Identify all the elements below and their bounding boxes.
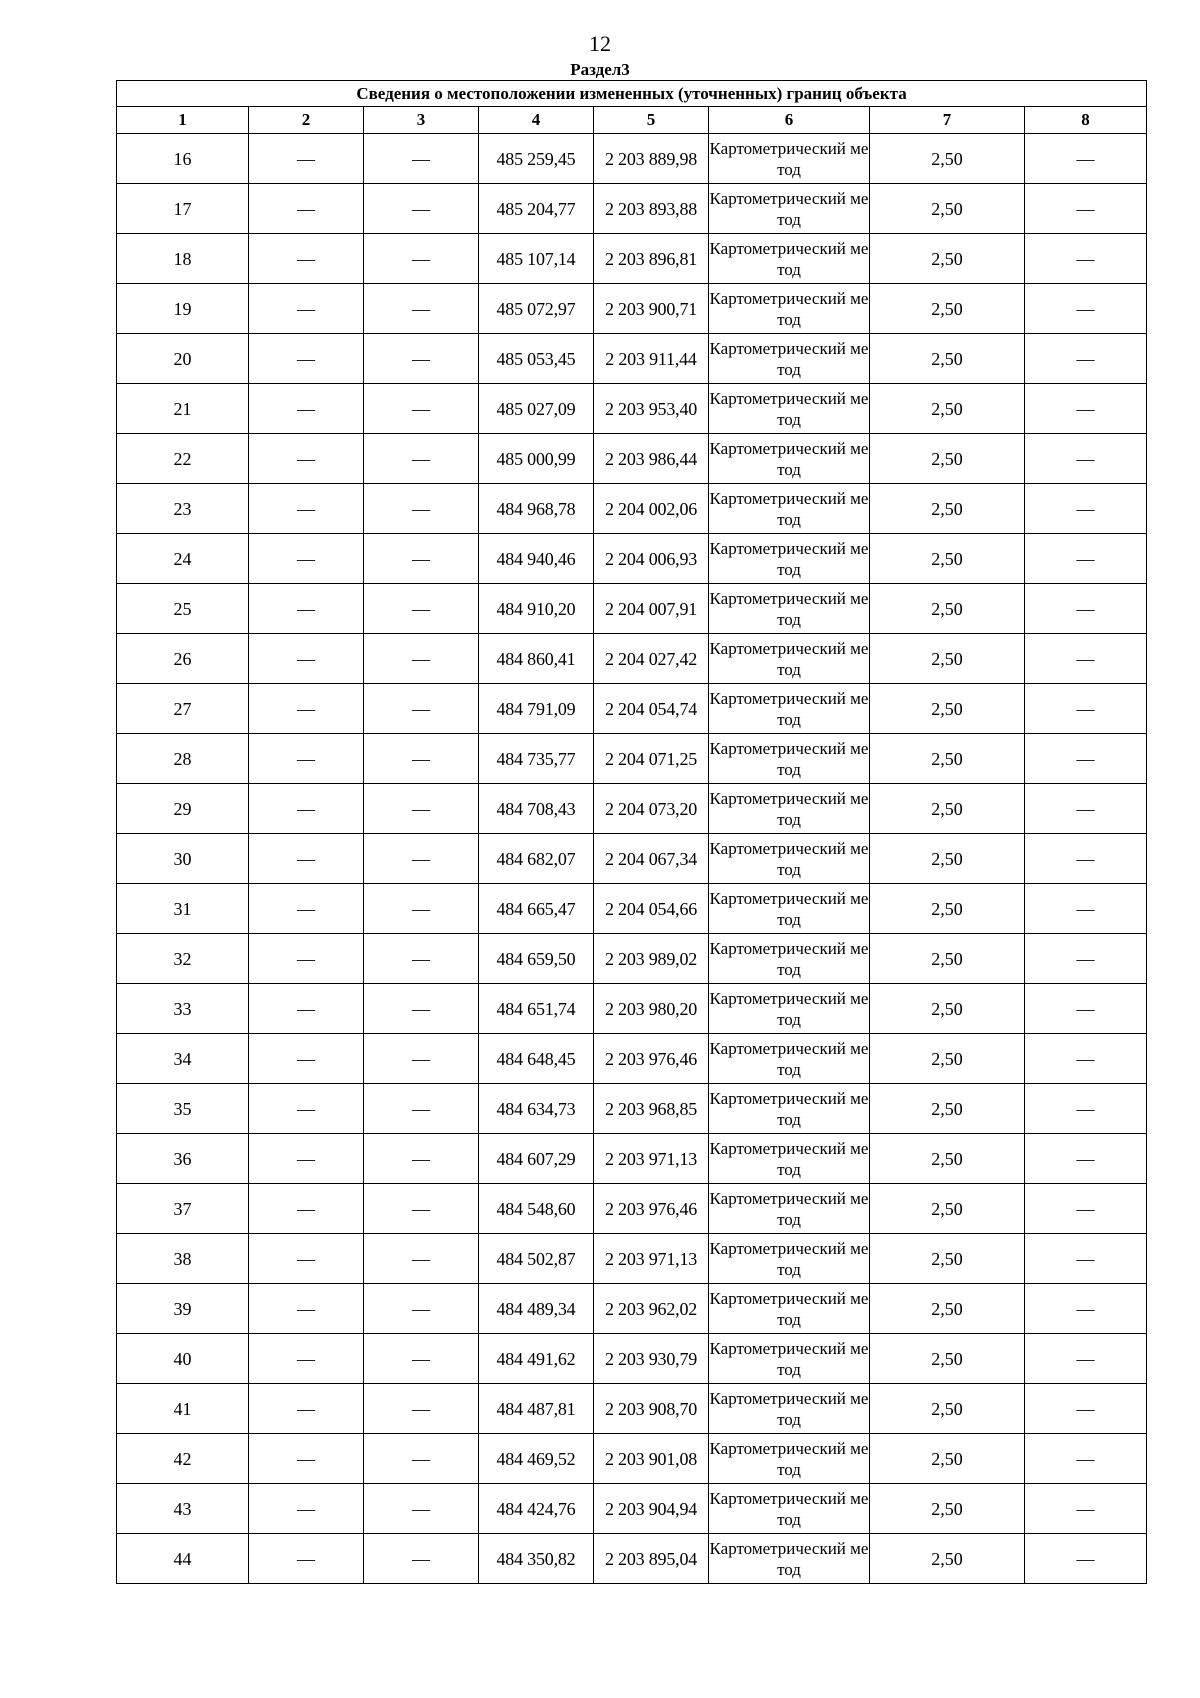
- accuracy-cell: 2,50: [870, 1234, 1025, 1284]
- empty-dash-cell: —: [364, 584, 479, 634]
- x-coordinate-cell: 485 072,97: [479, 284, 594, 334]
- table-row: [117, 734, 1147, 784]
- y-coordinate-cell: 2 203 908,70: [594, 1384, 709, 1434]
- table-row: [117, 334, 1147, 384]
- empty-dash-cell: —: [364, 1034, 479, 1084]
- empty-dash-cell: —: [1025, 1384, 1147, 1434]
- empty-dash-cell: —: [1025, 284, 1147, 334]
- y-coordinate-cell: 2 204 027,42: [594, 634, 709, 684]
- empty-dash-cell: —: [249, 334, 364, 384]
- point-number-cell: 29: [117, 784, 249, 834]
- empty-dash-cell: —: [249, 384, 364, 434]
- column-header: 6: [709, 107, 870, 134]
- column-header: 8: [1025, 107, 1147, 134]
- empty-dash-cell: —: [364, 1534, 479, 1584]
- accuracy-cell: 2,50: [870, 484, 1025, 534]
- point-number-cell: 20: [117, 334, 249, 384]
- x-coordinate-cell: 484 424,76: [479, 1484, 594, 1534]
- method-cell: Картометрический метод: [709, 384, 870, 434]
- x-coordinate-cell: 485 053,45: [479, 334, 594, 384]
- accuracy-cell: 2,50: [870, 184, 1025, 234]
- accuracy-cell: 2,50: [870, 1334, 1025, 1384]
- y-coordinate-cell: 2 203 962,02: [594, 1284, 709, 1334]
- y-coordinate-cell: 2 203 953,40: [594, 384, 709, 434]
- x-coordinate-cell: 484 651,74: [479, 984, 594, 1034]
- accuracy-cell: 2,50: [870, 634, 1025, 684]
- y-coordinate-cell: 2 203 896,81: [594, 234, 709, 284]
- empty-dash-cell: —: [364, 184, 479, 234]
- y-coordinate-cell: 2 203 895,04: [594, 1534, 709, 1584]
- empty-dash-cell: —: [1025, 434, 1147, 484]
- empty-dash-cell: —: [249, 784, 364, 834]
- method-cell: Картометрический метод: [709, 634, 870, 684]
- table-row: [117, 1534, 1147, 1584]
- empty-dash-cell: —: [249, 534, 364, 584]
- x-coordinate-cell: 484 708,43: [479, 784, 594, 834]
- empty-dash-cell: —: [364, 1384, 479, 1434]
- x-coordinate-cell: 484 968,78: [479, 484, 594, 534]
- method-cell: Картометрический метод: [709, 934, 870, 984]
- empty-dash-cell: —: [249, 184, 364, 234]
- empty-dash-cell: —: [1025, 934, 1147, 984]
- empty-dash-cell: —: [364, 384, 479, 434]
- empty-dash-cell: —: [1025, 1034, 1147, 1084]
- empty-dash-cell: —: [1025, 834, 1147, 884]
- accuracy-cell: 2,50: [870, 884, 1025, 934]
- empty-dash-cell: —: [249, 484, 364, 534]
- accuracy-cell: 2,50: [870, 434, 1025, 484]
- empty-dash-cell: —: [364, 334, 479, 384]
- table-row: [117, 1184, 1147, 1234]
- point-number-cell: 25: [117, 584, 249, 634]
- empty-dash-cell: —: [1025, 184, 1147, 234]
- point-number-cell: 38: [117, 1234, 249, 1284]
- accuracy-cell: 2,50: [870, 1084, 1025, 1134]
- table-row: [117, 634, 1147, 684]
- empty-dash-cell: —: [364, 1234, 479, 1284]
- x-coordinate-cell: 484 489,34: [479, 1284, 594, 1334]
- method-cell: Картометрический метод: [709, 784, 870, 834]
- empty-dash-cell: —: [364, 684, 479, 734]
- point-number-cell: 17: [117, 184, 249, 234]
- empty-dash-cell: —: [1025, 1084, 1147, 1134]
- y-coordinate-cell: 2 204 054,74: [594, 684, 709, 734]
- method-cell: Картометрический метод: [709, 1034, 870, 1084]
- accuracy-cell: 2,50: [870, 784, 1025, 834]
- empty-dash-cell: —: [364, 1284, 479, 1334]
- empty-dash-cell: —: [1025, 1184, 1147, 1234]
- point-number-cell: 44: [117, 1534, 249, 1584]
- method-cell: Картометрический метод: [709, 1284, 870, 1334]
- accuracy-cell: 2,50: [870, 734, 1025, 784]
- table-body: [117, 134, 1147, 1584]
- empty-dash-cell: —: [249, 734, 364, 784]
- empty-dash-cell: —: [1025, 1284, 1147, 1334]
- coordinates-table: [116, 80, 1147, 1584]
- column-header: 7: [870, 107, 1025, 134]
- accuracy-cell: 2,50: [870, 1284, 1025, 1334]
- method-cell: Картометрический метод: [709, 234, 870, 284]
- x-coordinate-cell: 484 634,73: [479, 1084, 594, 1134]
- table-row: [117, 834, 1147, 884]
- empty-dash-cell: —: [249, 834, 364, 884]
- empty-dash-cell: —: [249, 1484, 364, 1534]
- method-cell: Картометрический метод: [709, 134, 870, 184]
- empty-dash-cell: —: [364, 784, 479, 834]
- point-number-cell: 43: [117, 1484, 249, 1534]
- empty-dash-cell: —: [1025, 884, 1147, 934]
- method-cell: Картометрический метод: [709, 834, 870, 884]
- point-number-cell: 41: [117, 1384, 249, 1434]
- page-number: 12: [589, 31, 611, 56]
- method-cell: Картометрический метод: [709, 984, 870, 1034]
- y-coordinate-cell: 2 204 073,20: [594, 784, 709, 834]
- y-coordinate-cell: 2 203 986,44: [594, 434, 709, 484]
- table-row: [117, 284, 1147, 334]
- accuracy-cell: 2,50: [870, 284, 1025, 334]
- point-number-cell: 36: [117, 1134, 249, 1184]
- table-row: [117, 784, 1147, 834]
- column-header-row: [117, 107, 1147, 134]
- x-coordinate-cell: 484 659,50: [479, 934, 594, 984]
- y-coordinate-cell: 2 203 989,02: [594, 934, 709, 984]
- empty-dash-cell: —: [364, 1334, 479, 1384]
- empty-dash-cell: —: [364, 984, 479, 1034]
- empty-dash-cell: —: [1025, 1134, 1147, 1184]
- empty-dash-cell: —: [364, 284, 479, 334]
- empty-dash-cell: —: [1025, 1234, 1147, 1284]
- empty-dash-cell: —: [249, 1284, 364, 1334]
- method-cell: Картометрический метод: [709, 1334, 870, 1384]
- method-cell: Картометрический метод: [709, 1184, 870, 1234]
- empty-dash-cell: —: [1025, 234, 1147, 284]
- accuracy-cell: 2,50: [870, 984, 1025, 1034]
- accuracy-cell: 2,50: [870, 334, 1025, 384]
- empty-dash-cell: —: [1025, 534, 1147, 584]
- method-cell: Картометрический метод: [709, 434, 870, 484]
- empty-dash-cell: —: [364, 934, 479, 984]
- table-row: [117, 1284, 1147, 1334]
- y-coordinate-cell: 2 204 071,25: [594, 734, 709, 784]
- empty-dash-cell: —: [1025, 1484, 1147, 1534]
- method-cell: Картометрический метод: [709, 1134, 870, 1184]
- empty-dash-cell: —: [249, 1334, 364, 1384]
- section-title: Раздел3: [570, 60, 630, 79]
- point-number-cell: 39: [117, 1284, 249, 1334]
- accuracy-cell: 2,50: [870, 384, 1025, 434]
- accuracy-cell: 2,50: [870, 1484, 1025, 1534]
- empty-dash-cell: —: [364, 234, 479, 284]
- y-coordinate-cell: 2 203 980,20: [594, 984, 709, 1034]
- empty-dash-cell: —: [1025, 134, 1147, 184]
- x-coordinate-cell: 484 502,87: [479, 1234, 594, 1284]
- accuracy-cell: 2,50: [870, 684, 1025, 734]
- table-caption: Сведения о местоположении измененных (уточненных) границ объекта: [117, 81, 1147, 107]
- table-row: [117, 1384, 1147, 1434]
- empty-dash-cell: —: [1025, 584, 1147, 634]
- point-number-cell: 28: [117, 734, 249, 784]
- empty-dash-cell: —: [1025, 734, 1147, 784]
- column-header: 3: [364, 107, 479, 134]
- empty-dash-cell: —: [1025, 334, 1147, 384]
- point-number-cell: 42: [117, 1434, 249, 1484]
- method-cell: Картометрический метод: [709, 884, 870, 934]
- point-number-cell: 22: [117, 434, 249, 484]
- table-row: [117, 1084, 1147, 1134]
- x-coordinate-cell: 484 665,47: [479, 884, 594, 934]
- y-coordinate-cell: 2 203 900,71: [594, 284, 709, 334]
- point-number-cell: 26: [117, 634, 249, 684]
- x-coordinate-cell: 485 000,99: [479, 434, 594, 484]
- empty-dash-cell: —: [249, 284, 364, 334]
- table-row: [117, 434, 1147, 484]
- x-coordinate-cell: 484 607,29: [479, 1134, 594, 1184]
- point-number-cell: 31: [117, 884, 249, 934]
- y-coordinate-cell: 2 204 002,06: [594, 484, 709, 534]
- table-row: [117, 234, 1147, 284]
- empty-dash-cell: —: [249, 234, 364, 284]
- table-row: [117, 1434, 1147, 1484]
- point-number-cell: 40: [117, 1334, 249, 1384]
- accuracy-cell: 2,50: [870, 834, 1025, 884]
- empty-dash-cell: —: [249, 934, 364, 984]
- y-coordinate-cell: 2 204 067,34: [594, 834, 709, 884]
- y-coordinate-cell: 2 204 006,93: [594, 534, 709, 584]
- empty-dash-cell: —: [364, 1084, 479, 1134]
- method-cell: Картометрический метод: [709, 184, 870, 234]
- accuracy-cell: 2,50: [870, 1434, 1025, 1484]
- method-cell: Картометрический метод: [709, 684, 870, 734]
- empty-dash-cell: —: [249, 134, 364, 184]
- empty-dash-cell: —: [364, 734, 479, 784]
- table-row: [117, 484, 1147, 534]
- empty-dash-cell: —: [249, 1134, 364, 1184]
- table-row: [117, 884, 1147, 934]
- table-row: [117, 184, 1147, 234]
- x-coordinate-cell: 484 491,62: [479, 1334, 594, 1384]
- point-number-cell: 23: [117, 484, 249, 534]
- point-number-cell: 18: [117, 234, 249, 284]
- x-coordinate-cell: 484 350,82: [479, 1534, 594, 1584]
- empty-dash-cell: —: [1025, 1334, 1147, 1384]
- column-header: 5: [594, 107, 709, 134]
- point-number-cell: 19: [117, 284, 249, 334]
- method-cell: Картометрический метод: [709, 484, 870, 534]
- empty-dash-cell: —: [249, 1234, 364, 1284]
- point-number-cell: 16: [117, 134, 249, 184]
- x-coordinate-cell: 484 469,52: [479, 1434, 594, 1484]
- y-coordinate-cell: 2 203 904,94: [594, 1484, 709, 1534]
- empty-dash-cell: —: [1025, 984, 1147, 1034]
- y-coordinate-cell: 2 203 893,88: [594, 184, 709, 234]
- accuracy-cell: 2,50: [870, 234, 1025, 284]
- method-cell: Картометрический метод: [709, 284, 870, 334]
- empty-dash-cell: —: [249, 1534, 364, 1584]
- column-header: 2: [249, 107, 364, 134]
- table-row: [117, 1134, 1147, 1184]
- empty-dash-cell: —: [249, 1434, 364, 1484]
- table-row: [117, 584, 1147, 634]
- x-coordinate-cell: 484 735,77: [479, 734, 594, 784]
- column-header: 4: [479, 107, 594, 134]
- x-coordinate-cell: 484 682,07: [479, 834, 594, 884]
- column-header: 1: [117, 107, 249, 134]
- accuracy-cell: 2,50: [870, 1134, 1025, 1184]
- method-cell: Картометрический метод: [709, 1484, 870, 1534]
- table-row: [117, 534, 1147, 584]
- point-number-cell: 33: [117, 984, 249, 1034]
- x-coordinate-cell: 485 204,77: [479, 184, 594, 234]
- empty-dash-cell: —: [1025, 1434, 1147, 1484]
- point-number-cell: 30: [117, 834, 249, 884]
- y-coordinate-cell: 2 203 889,98: [594, 134, 709, 184]
- accuracy-cell: 2,50: [870, 1184, 1025, 1234]
- method-cell: Картометрический метод: [709, 534, 870, 584]
- empty-dash-cell: —: [364, 1484, 479, 1534]
- method-cell: Картометрический метод: [709, 334, 870, 384]
- method-cell: Картометрический метод: [709, 734, 870, 784]
- empty-dash-cell: —: [364, 134, 479, 184]
- table-row: [117, 934, 1147, 984]
- x-coordinate-cell: 485 107,14: [479, 234, 594, 284]
- empty-dash-cell: —: [364, 634, 479, 684]
- empty-dash-cell: —: [1025, 484, 1147, 534]
- empty-dash-cell: —: [364, 1434, 479, 1484]
- y-coordinate-cell: 2 204 007,91: [594, 584, 709, 634]
- point-number-cell: 35: [117, 1084, 249, 1134]
- table-row: [117, 384, 1147, 434]
- y-coordinate-cell: 2 203 930,79: [594, 1334, 709, 1384]
- method-cell: Картометрический метод: [709, 1534, 870, 1584]
- empty-dash-cell: —: [1025, 784, 1147, 834]
- y-coordinate-cell: 2 203 971,13: [594, 1134, 709, 1184]
- accuracy-cell: 2,50: [870, 934, 1025, 984]
- x-coordinate-cell: 484 548,60: [479, 1184, 594, 1234]
- x-coordinate-cell: 484 860,41: [479, 634, 594, 684]
- x-coordinate-cell: 484 910,20: [479, 584, 594, 634]
- point-number-cell: 37: [117, 1184, 249, 1234]
- accuracy-cell: 2,50: [870, 1534, 1025, 1584]
- y-coordinate-cell: 2 203 971,13: [594, 1234, 709, 1284]
- method-cell: Картометрический метод: [709, 584, 870, 634]
- empty-dash-cell: —: [249, 884, 364, 934]
- empty-dash-cell: —: [364, 884, 479, 934]
- empty-dash-cell: —: [249, 634, 364, 684]
- empty-dash-cell: —: [249, 434, 364, 484]
- method-cell: Картометрический метод: [709, 1434, 870, 1484]
- empty-dash-cell: —: [1025, 634, 1147, 684]
- table-row: [117, 1034, 1147, 1084]
- table-row: [117, 1334, 1147, 1384]
- y-coordinate-cell: 2 204 054,66: [594, 884, 709, 934]
- method-cell: Картометрический метод: [709, 1084, 870, 1134]
- point-number-cell: 32: [117, 934, 249, 984]
- table-row: [117, 984, 1147, 1034]
- empty-dash-cell: —: [364, 484, 479, 534]
- empty-dash-cell: —: [364, 534, 479, 584]
- accuracy-cell: 2,50: [870, 584, 1025, 634]
- table-row: [117, 1234, 1147, 1284]
- x-coordinate-cell: 485 259,45: [479, 134, 594, 184]
- point-number-cell: 21: [117, 384, 249, 434]
- empty-dash-cell: —: [364, 1134, 479, 1184]
- y-coordinate-cell: 2 203 976,46: [594, 1184, 709, 1234]
- empty-dash-cell: —: [249, 684, 364, 734]
- empty-dash-cell: —: [249, 584, 364, 634]
- empty-dash-cell: —: [364, 1184, 479, 1234]
- table-row: [117, 684, 1147, 734]
- empty-dash-cell: —: [1025, 1534, 1147, 1584]
- method-cell: Картометрический метод: [709, 1234, 870, 1284]
- empty-dash-cell: —: [249, 1084, 364, 1134]
- accuracy-cell: 2,50: [870, 134, 1025, 184]
- empty-dash-cell: —: [249, 1184, 364, 1234]
- empty-dash-cell: —: [1025, 384, 1147, 434]
- empty-dash-cell: —: [249, 1384, 364, 1434]
- empty-dash-cell: —: [364, 834, 479, 884]
- y-coordinate-cell: 2 203 968,85: [594, 1084, 709, 1134]
- empty-dash-cell: —: [364, 434, 479, 484]
- x-coordinate-cell: 484 940,46: [479, 534, 594, 584]
- table-caption-row: [117, 81, 1147, 107]
- x-coordinate-cell: 484 648,45: [479, 1034, 594, 1084]
- y-coordinate-cell: 2 203 911,44: [594, 334, 709, 384]
- method-cell: Картометрический метод: [709, 1384, 870, 1434]
- y-coordinate-cell: 2 203 976,46: [594, 1034, 709, 1084]
- x-coordinate-cell: 484 791,09: [479, 684, 594, 734]
- x-coordinate-cell: 484 487,81: [479, 1384, 594, 1434]
- x-coordinate-cell: 485 027,09: [479, 384, 594, 434]
- empty-dash-cell: —: [249, 984, 364, 1034]
- empty-dash-cell: —: [1025, 684, 1147, 734]
- empty-dash-cell: —: [249, 1034, 364, 1084]
- table-row: [117, 1484, 1147, 1534]
- point-number-cell: 27: [117, 684, 249, 734]
- accuracy-cell: 2,50: [870, 534, 1025, 584]
- y-coordinate-cell: 2 203 901,08: [594, 1434, 709, 1484]
- accuracy-cell: 2,50: [870, 1034, 1025, 1084]
- accuracy-cell: 2,50: [870, 1384, 1025, 1434]
- point-number-cell: 24: [117, 534, 249, 584]
- table-row: [117, 134, 1147, 184]
- point-number-cell: 34: [117, 1034, 249, 1084]
